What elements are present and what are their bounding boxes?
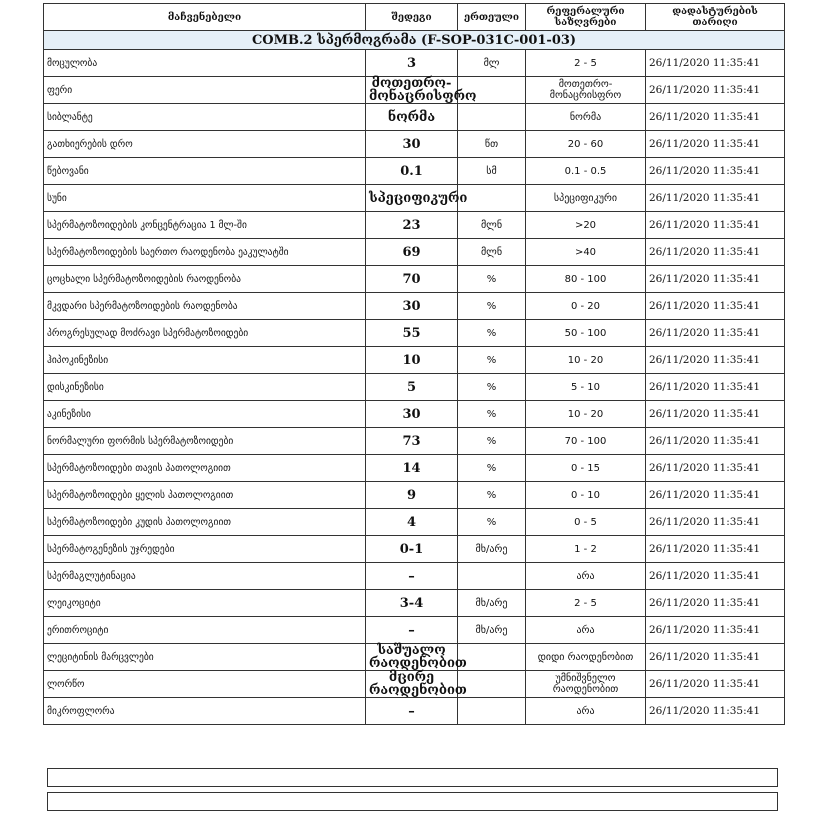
row-unit: % — [458, 509, 526, 536]
table-row — [44, 698, 785, 725]
table-row — [44, 401, 785, 428]
row-unit: % — [458, 374, 526, 401]
table-row — [44, 563, 785, 590]
table-row — [44, 644, 785, 671]
row-unit: % — [458, 455, 526, 482]
row-unit: მხ/არე — [458, 617, 526, 644]
row-date: 26/11/2020 11:35:41 — [646, 320, 785, 347]
row-unit: მხ/არე — [458, 536, 526, 563]
row-result: – — [366, 563, 458, 590]
row-date: 26/11/2020 11:35:41 — [646, 239, 785, 266]
row-reference: არა — [526, 563, 646, 590]
header-indicator: მაჩვენებელი — [44, 4, 366, 31]
row-reference: >20 — [526, 212, 646, 239]
row-result: 23 — [366, 212, 458, 239]
row-name: ერითროციტი — [44, 617, 366, 644]
row-name: მკვდარი სპერმატოზოიდების რაოდენობა — [44, 293, 366, 320]
row-unit — [458, 563, 526, 590]
table-row — [44, 347, 785, 374]
row-date: 26/11/2020 11:35:41 — [646, 698, 785, 725]
row-unit: წთ — [458, 131, 526, 158]
table-row — [44, 536, 785, 563]
row-unit: % — [458, 428, 526, 455]
header-unit: ერთეული — [458, 4, 526, 31]
results-table — [43, 3, 785, 725]
row-name: დისკინეზისი — [44, 374, 366, 401]
table-row — [44, 77, 785, 104]
row-date: 26/11/2020 11:35:41 — [646, 644, 785, 671]
row-result: 9 — [366, 482, 458, 509]
header-confirm-date: დადასტურების თარიღი — [646, 4, 785, 31]
table-row — [44, 185, 785, 212]
row-name: აკინეზისი — [44, 401, 366, 428]
table-row — [44, 239, 785, 266]
row-reference: უმნიშვნელო რაოდენობით — [526, 671, 646, 698]
row-date: 26/11/2020 11:35:41 — [646, 455, 785, 482]
row-name: სპერმატოზოიდები კუდის პათოლოგიით — [44, 509, 366, 536]
row-result: 30 — [366, 293, 458, 320]
row-reference: 0 - 5 — [526, 509, 646, 536]
row-reference: 10 - 20 — [526, 347, 646, 374]
header-row — [44, 4, 785, 31]
row-date: 26/11/2020 11:35:41 — [646, 77, 785, 104]
row-unit — [458, 185, 526, 212]
header-reference: რეფერალური საზღვრები — [526, 4, 646, 31]
row-reference: 2 - 5 — [526, 590, 646, 617]
row-date: 26/11/2020 11:35:41 — [646, 617, 785, 644]
row-date: 26/11/2020 11:35:41 — [646, 482, 785, 509]
row-date: 26/11/2020 11:35:41 — [646, 401, 785, 428]
row-result: 0-1 — [366, 536, 458, 563]
row-unit: % — [458, 482, 526, 509]
row-name: ლორწო — [44, 671, 366, 698]
row-date: 26/11/2020 11:35:41 — [646, 104, 785, 131]
row-unit: % — [458, 320, 526, 347]
row-date: 26/11/2020 11:35:41 — [646, 536, 785, 563]
table-row — [44, 104, 785, 131]
row-result: – — [366, 698, 458, 725]
row-name: ჰიპოკინეზისი — [44, 347, 366, 374]
row-name: სპერმატოზოიდები თავის პათოლოგიით — [44, 455, 366, 482]
row-result: 14 — [366, 455, 458, 482]
section-title: COMB.2 სპერმოგრამა (F-SOP-031C-001-03) — [44, 31, 785, 50]
row-result: საშუალო რაოდენობით — [366, 644, 458, 671]
row-unit — [458, 104, 526, 131]
row-unit: მლ — [458, 50, 526, 77]
row-date: 26/11/2020 11:35:41 — [646, 158, 785, 185]
row-unit: მხ/არე — [458, 590, 526, 617]
row-reference: არა — [526, 698, 646, 725]
row-reference: 0 - 15 — [526, 455, 646, 482]
row-result: 3 — [366, 50, 458, 77]
row-result: – — [366, 617, 458, 644]
row-unit — [458, 671, 526, 698]
table-row — [44, 50, 785, 77]
row-result: 4 — [366, 509, 458, 536]
row-name: ლეიკოციტი — [44, 590, 366, 617]
row-name: ლეციტინის მარცვლები — [44, 644, 366, 671]
row-reference: დიდი რაოდენობით — [526, 644, 646, 671]
row-reference: 0 - 10 — [526, 482, 646, 509]
row-reference: სპეციფიკური — [526, 185, 646, 212]
table-row — [44, 158, 785, 185]
row-result: 30 — [366, 131, 458, 158]
row-result: 5 — [366, 374, 458, 401]
row-date: 26/11/2020 11:35:41 — [646, 131, 785, 158]
table-row — [44, 482, 785, 509]
row-name: მოცულობა — [44, 50, 366, 77]
table-row — [44, 428, 785, 455]
row-date: 26/11/2020 11:35:41 — [646, 428, 785, 455]
table-row — [44, 671, 785, 698]
row-name: გათხიერების დრო — [44, 131, 366, 158]
table-row — [44, 590, 785, 617]
row-reference: ნორმა — [526, 104, 646, 131]
row-date: 26/11/2020 11:35:41 — [646, 374, 785, 401]
row-date: 26/11/2020 11:35:41 — [646, 212, 785, 239]
header-result: შედეგი — [366, 4, 458, 31]
row-result: 3-4 — [366, 590, 458, 617]
row-unit — [458, 644, 526, 671]
row-name: ნორმალური ფორმის სპერმატოზოიდები — [44, 428, 366, 455]
row-name: სპერმატოზოიდების საერთო რაოდენობა ეაკულატში — [44, 239, 366, 266]
row-reference: 10 - 20 — [526, 401, 646, 428]
table-row — [44, 266, 785, 293]
row-name: წებოვანი — [44, 158, 366, 185]
row-result: ნორმა — [366, 104, 458, 131]
row-unit: % — [458, 293, 526, 320]
row-unit — [458, 698, 526, 725]
row-name: სუნი — [44, 185, 366, 212]
row-result: 69 — [366, 239, 458, 266]
row-result: 10 — [366, 347, 458, 374]
row-name: პროგრესულად მოძრავი სპერმატოზოიდები — [44, 320, 366, 347]
row-unit: სმ — [458, 158, 526, 185]
row-date: 26/11/2020 11:35:41 — [646, 590, 785, 617]
row-reference: 5 - 10 — [526, 374, 646, 401]
notes-box — [47, 792, 778, 811]
row-unit: % — [458, 401, 526, 428]
table-row — [44, 320, 785, 347]
row-reference: არა — [526, 617, 646, 644]
row-result: 55 — [366, 320, 458, 347]
row-reference: მოთეთრო-მონაცრისფრო — [526, 77, 646, 104]
section-row — [44, 31, 785, 50]
row-result: მოთეთრო-მონაცრისფრო — [366, 77, 458, 104]
row-name: სპერმატოზოიდების კონცენტრაცია 1 მლ-ში — [44, 212, 366, 239]
table-row — [44, 617, 785, 644]
row-result: სპეციფიკური — [366, 185, 458, 212]
row-result: 30 — [366, 401, 458, 428]
row-name: სპერმატოგენეზის უჯრედები — [44, 536, 366, 563]
row-reference: 2 - 5 — [526, 50, 646, 77]
table-row — [44, 455, 785, 482]
row-name: მიკროფლორა — [44, 698, 366, 725]
row-reference: 0.1 - 0.5 — [526, 158, 646, 185]
table-row — [44, 212, 785, 239]
row-name: სიბლანტე — [44, 104, 366, 131]
row-result: 70 — [366, 266, 458, 293]
row-date: 26/11/2020 11:35:41 — [646, 671, 785, 698]
row-result: 0.1 — [366, 158, 458, 185]
row-unit: % — [458, 347, 526, 374]
row-result: მცირე რაოდენობით — [366, 671, 458, 698]
row-date: 26/11/2020 11:35:41 — [646, 50, 785, 77]
row-unit: % — [458, 266, 526, 293]
table-row — [44, 131, 785, 158]
row-reference: 70 - 100 — [526, 428, 646, 455]
row-name: სპერმატოზოიდები ყელის პათოლოგიით — [44, 482, 366, 509]
row-date: 26/11/2020 11:35:41 — [646, 347, 785, 374]
row-name: ფერი — [44, 77, 366, 104]
row-unit: მლნ — [458, 212, 526, 239]
row-date: 26/11/2020 11:35:41 — [646, 563, 785, 590]
row-name: სპერმაგლუტინაცია — [44, 563, 366, 590]
row-name: ცოცხალი სპერმატოზოიდების რაოდენობა — [44, 266, 366, 293]
row-reference: 0 - 20 — [526, 293, 646, 320]
row-date: 26/11/2020 11:35:41 — [646, 266, 785, 293]
table-row — [44, 293, 785, 320]
table-row — [44, 374, 785, 401]
row-unit: მლნ — [458, 239, 526, 266]
row-reference: >40 — [526, 239, 646, 266]
row-reference: 80 - 100 — [526, 266, 646, 293]
row-date: 26/11/2020 11:35:41 — [646, 293, 785, 320]
comment-box — [47, 768, 778, 787]
row-date: 26/11/2020 11:35:41 — [646, 509, 785, 536]
row-date: 26/11/2020 11:35:41 — [646, 185, 785, 212]
row-reference: 20 - 60 — [526, 131, 646, 158]
row-result: 73 — [366, 428, 458, 455]
row-reference: 50 - 100 — [526, 320, 646, 347]
table-row — [44, 509, 785, 536]
row-reference: 1 - 2 — [526, 536, 646, 563]
